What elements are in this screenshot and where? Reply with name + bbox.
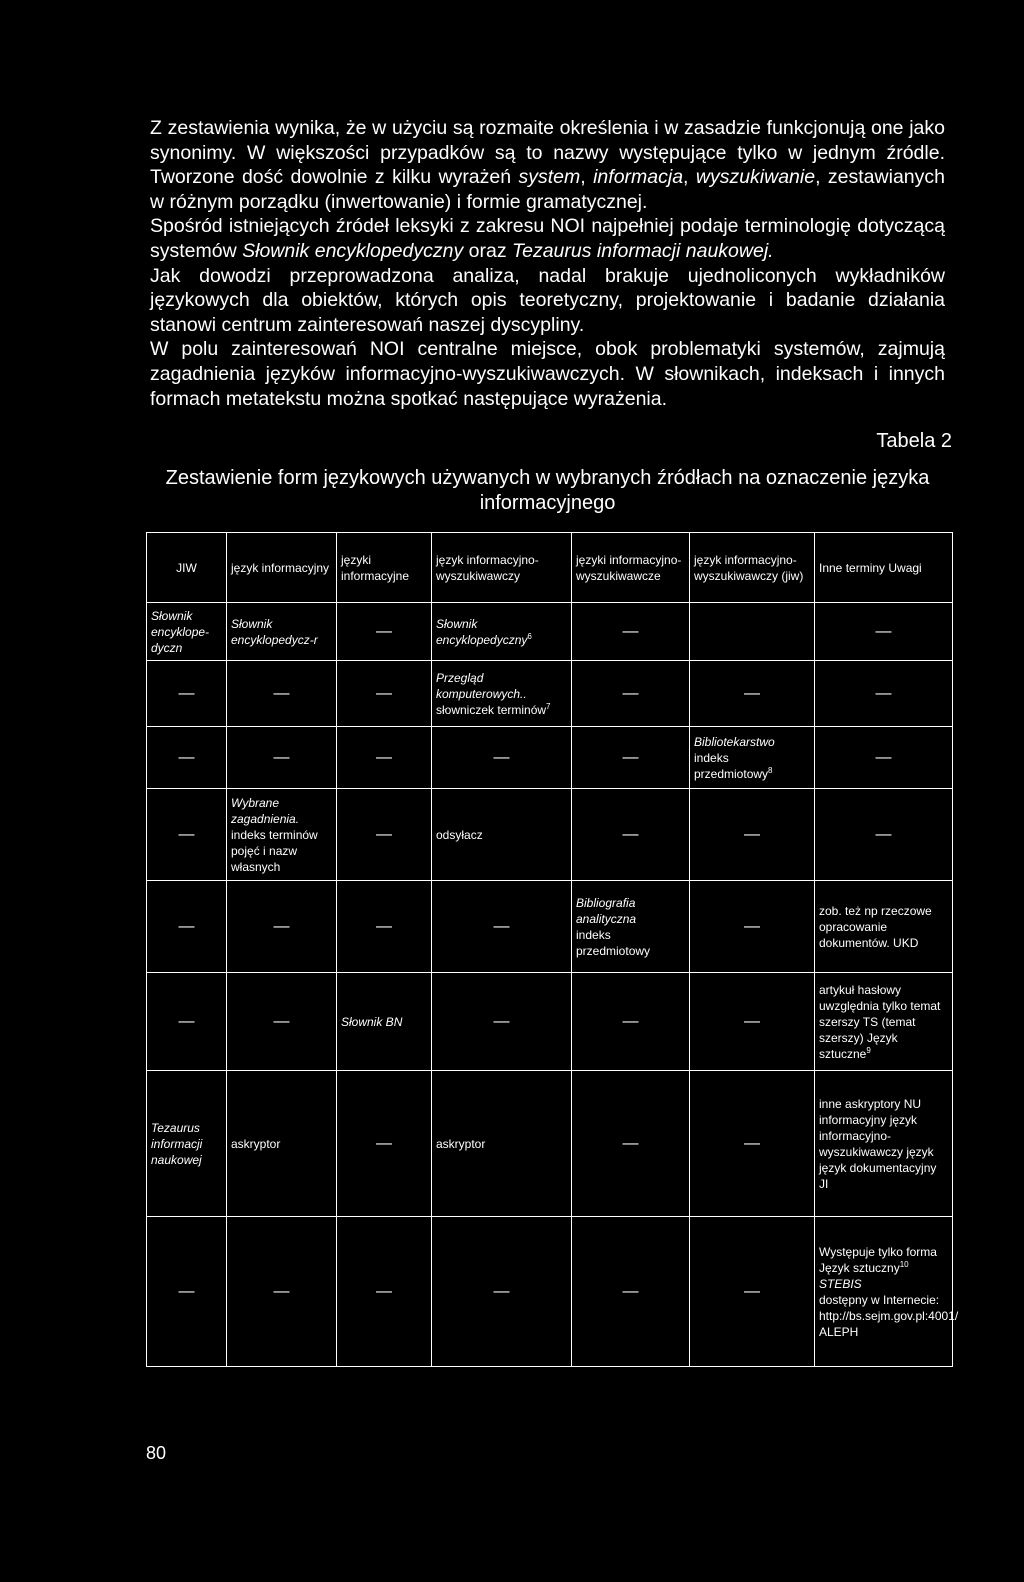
table-cell: — [337,1071,432,1217]
table-cell: — [147,1217,227,1367]
table-cell: — [572,727,690,789]
table-row [147,789,953,881]
table-cell: Występuje tylko forma Język sztuczny$^{10}$ STEBIS dostępny w Internecie: http://bs.sejm.gov.pl:4001/ ALEPH [815,1217,953,1367]
table-row [147,1217,953,1367]
table-cell: — [227,1217,337,1367]
table-row [147,727,953,789]
table-cell: — [337,603,432,661]
table-cell: Przegląd komputerowych.. słowniczek terminów$^7$ [432,661,572,727]
table-cell: — [227,661,337,727]
table-cell: Bibliotekarstwo indeks przedmiotowy$^8$ [690,727,815,789]
table-cell: — [227,881,337,973]
table-cell: artykuł hasłowy uwzględnia tylko temat szerszy TS (temat szerszy) Język sztuczne$^9$ [815,973,953,1071]
table-cell: — [815,661,953,727]
table-cell: — [690,1217,815,1367]
table-cell: — [572,789,690,881]
table-cell: — [815,727,953,789]
paragraph-2: W polu zainteresowań NOI centralne miejsce, obok problematyki systemów, zajmują zagadnienia języków informacyjno-wyszukiwawczych. W słownikach, indeksach i innych formach metatekstu można spotkać następujące wyrażenia. [150,338,945,410]
body-text [150,116,945,411]
table-cell: — [147,881,227,973]
table-cell: — [227,973,337,1071]
table-cell: — [690,1071,815,1217]
page-number: 80 [146,1443,167,1463]
table-cell: — [572,661,690,727]
table-cell: askryptor [432,1071,572,1217]
table-cell: — [690,789,815,881]
table-cell: — [572,973,690,1071]
table-cell: — [815,789,953,881]
table-cell: — [337,789,432,881]
table-cell: — [337,1217,432,1367]
table-cell: — [147,661,227,727]
table-cell: — [690,881,815,973]
table-cell: Wybrane zagadnienia. indeks terminów pojęć i nazw własnych [227,789,337,881]
table-cell: — [147,973,227,1071]
table-cell: — [147,727,227,789]
table-cell: — [432,881,572,973]
table-cell: — [572,603,690,661]
table-cell: askryptor [227,1071,337,1217]
table-cell: — [147,789,227,881]
table-row [147,1071,953,1217]
table-row [147,973,953,1071]
table-cell: Bibliografia analityczna indeks przedmiotowy [572,881,690,973]
table-cell: — [690,661,815,727]
table-cell: — [432,1217,572,1367]
table-cell: — [432,973,572,1071]
header-cell: język informacyjno-wyszukiwawczy [432,533,572,603]
table-row [147,881,953,973]
table-cell: — [432,727,572,789]
header-cell: JIW [147,533,227,603]
table-cell: Słownik encyklopedyczny$^6$ [432,603,572,661]
table-cell: — [337,727,432,789]
header-cell: języki informacyjne [337,533,432,603]
table-cell: odsyłacz [432,789,572,881]
table-cell: — [227,727,337,789]
table-cell: Słownik encyklope-dyczn [147,603,227,661]
table-cell: zob. też np rzeczowe opracowanie dokumentów. UKD [815,881,953,973]
table-reference: Tabela 2 [876,430,952,452]
table-cell: — [815,603,953,661]
table-header-row [147,533,953,603]
table-cell: Słownik encyklopedycz-r [227,603,337,661]
table-caption: Zestawienie form językowych używanych w wybranych źródłach na oznaczenie języka informacyjnego [165,467,930,514]
table-cell: inne askryptory NU informacyjny język informacyjno-wyszukiwawczy język język dokumentacyjny JI [815,1071,953,1217]
table-cell: — [572,1217,690,1367]
table-cell: — [337,661,432,727]
header-cell: język informacyjno-wyszukiwawczy (jiw) [690,533,815,603]
table-row [147,603,953,661]
table-cell: Tezaurus informacji naukowej [147,1071,227,1217]
header-cell: język informacyjny [227,533,337,603]
terms-table [146,532,959,1367]
paragraph-1: Z zestawienia wynika, że w użyciu są rozmaite określenia i w zasadzie funkcjonują one jako synonimy. W większości przypadków są to nazwy występujące tylko w jednym źródle. Tworzone dość dowolnie z kilku wyrażeń system, informacja, wyszukiwanie, zestawianych w różnym porządku (inwertowanie) i formie gramatycznej. Spośród istniejących źródeł leksyki z zakresu NOI najpełniej podaje terminologię dotyczącą systemów Słownik encyklopedyczny oraz Tezaurus informacji naukowej. Jak dowodzi przeprowadzona analiza, nadal brakuje ujednoliconych wykładników językowych dla obiektów, których opis teoretyczny, projektowanie i badanie działania stanowi centrum zainteresowań naszej dyscypliny. [150,117,945,336]
header-cell: Inne terminy Uwagi [815,533,953,603]
table-cell [690,603,815,661]
header-cell: języki informacyjno-wyszukiwawcze [572,533,690,603]
table-cell: — [572,1071,690,1217]
table-cell: — [337,881,432,973]
table-row [147,661,953,727]
table-cell: — [690,973,815,1071]
table-cell: Słownik BN [337,973,432,1071]
